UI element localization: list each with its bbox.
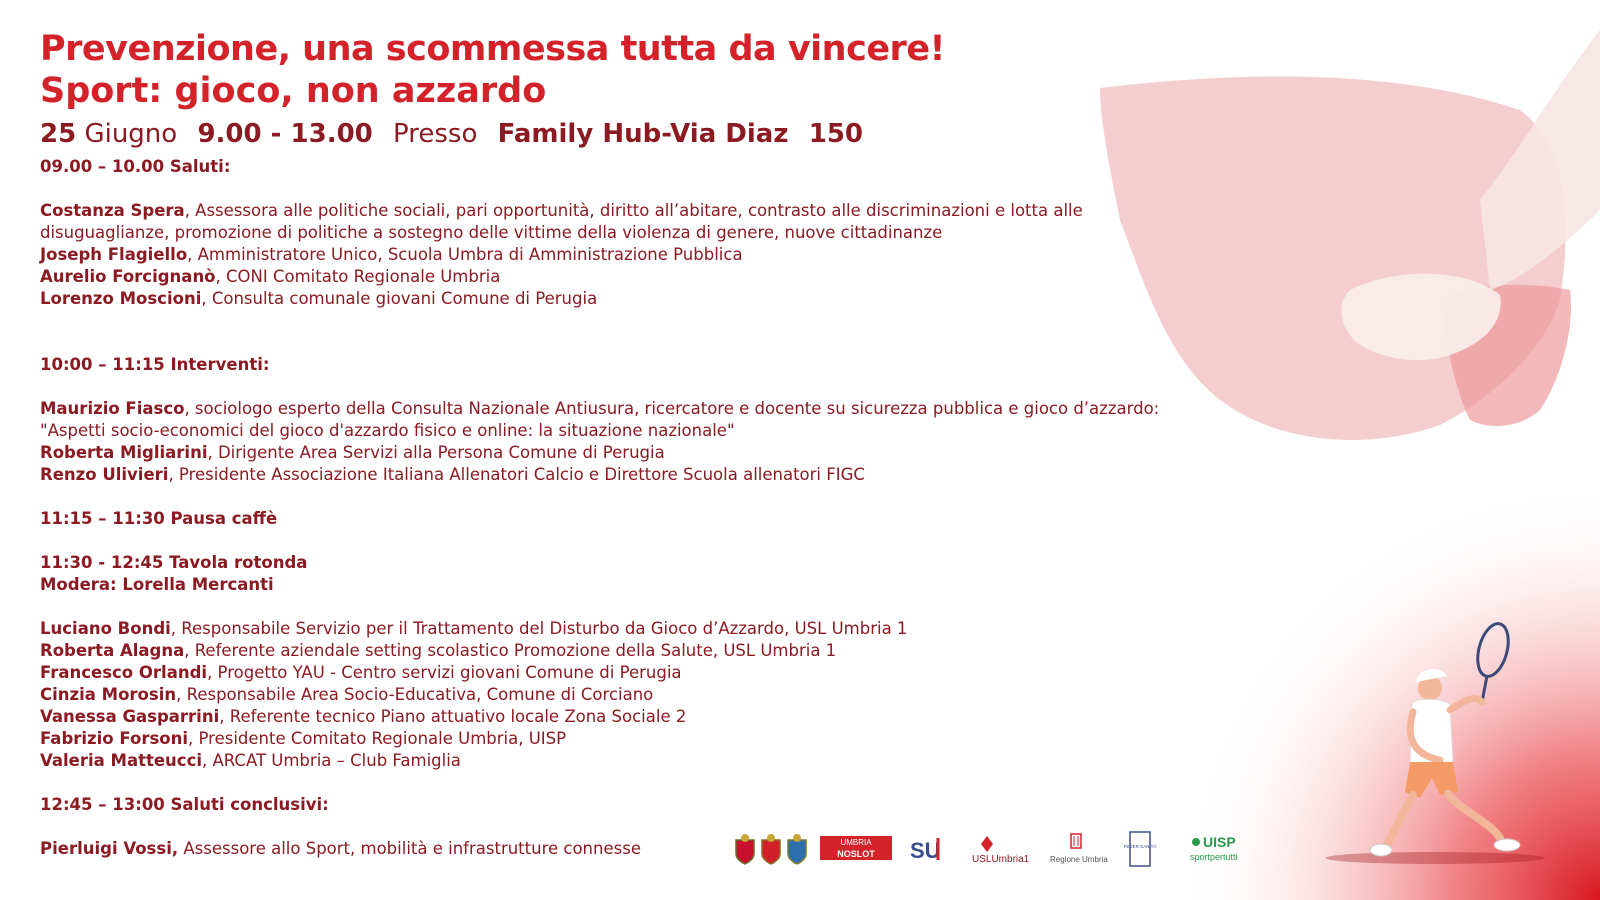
slot-tavola-rotonda: 11:30 - 12:45 Tavola rotonda — [40, 552, 308, 572]
speaker-role: , ARCAT Umbria – Club Famiglia — [202, 750, 461, 770]
speaker-name: Renzo Ulivieri — [40, 464, 169, 484]
uisp-sub-text: sportpertutti — [1190, 852, 1238, 862]
speaker — [40, 244, 1200, 266]
speaker — [40, 398, 1200, 442]
usl-logo — [972, 836, 1030, 865]
speaker-name: Maurizio Fiasco — [40, 398, 185, 418]
event-number: 150 — [808, 119, 864, 149]
uisp-logo — [1190, 834, 1238, 862]
moderator: Modera: Lorella Mercanti — [40, 574, 274, 594]
speaker — [40, 442, 1200, 464]
speaker-name: Cinzia Morosin — [40, 684, 177, 704]
speaker-name: Joseph Flagiello — [40, 244, 188, 264]
regione-text: Regione Umbria — [1050, 855, 1108, 864]
partner-logos — [734, 830, 1274, 876]
noslot-top-text: UMBRIA — [840, 838, 872, 847]
event-month: Giugno — [84, 119, 178, 149]
speaker — [40, 662, 1200, 684]
slot-saluti-conclusivi: 12:45 – 13:00 Saluti conclusivi: — [40, 794, 329, 814]
slot-pausa: 11:15 – 11:30 Pausa caffè — [40, 508, 278, 528]
speaker — [40, 640, 1200, 662]
speaker-name: Valeria Matteucci — [40, 750, 203, 770]
speaker-role: , Referente aziendale setting scolastico Promozione della Salute, USL Umbria 1 — [184, 640, 837, 660]
uisp-text: UISP — [1203, 834, 1236, 850]
usl-text: USLUmbria1 — [972, 854, 1030, 865]
event-venue: Family Hub-Via Diaz — [497, 119, 789, 149]
event-dateline — [40, 118, 1200, 152]
event-day: 25 — [40, 119, 77, 149]
event-time: 9.00 - 13.00 — [197, 119, 373, 149]
regione-umbria-logo — [1050, 834, 1108, 864]
su-text: SU — [910, 838, 941, 863]
speaker — [40, 200, 1200, 244]
speaker-name: Lorenzo Moscioni — [40, 288, 202, 308]
speaker-role: , Assessora alle politiche sociali, pari opportunità, diritto all’abitare, contrasto alle discriminazioni e lotta alle disuguaglianze, promozione di politiche a sostegno delle vittime della violenza di genere, nuove cittadinanze — [40, 200, 1083, 242]
speaker-role: , Progetto YAU - Centro servizi giovani Comune di Perugia — [207, 662, 682, 682]
coat-of-arms-icon — [762, 834, 780, 864]
speaker — [40, 618, 1200, 640]
speaker-name: Pierluigi Vossi, — [40, 838, 179, 858]
speaker-role: , Presidente Comitato Regionale Umbria, UISP — [188, 728, 567, 748]
speaker-name: Roberta Alagna — [40, 640, 185, 660]
speaker-role: , Consulta comunale giovani Comune di Perugia — [201, 288, 598, 308]
coat-of-arms-icon — [736, 834, 754, 864]
speaker-role: , Amministratore Unico, Scuola Umbra di Amministrazione Pubblica — [187, 244, 743, 264]
speaker-role: , Presidente Associazione Italiana Allenatori Calcio e Direttore Scuola allenatori FIGC — [168, 464, 865, 484]
speaker — [40, 706, 1200, 728]
speaker — [40, 266, 1200, 288]
speaker-role: , Dirigente Area Servizi alla Persona Comune di Perugia — [207, 442, 665, 462]
speaker — [40, 728, 1200, 750]
schedule — [40, 156, 1200, 860]
speaker-name: Luciano Bondi — [40, 618, 171, 638]
slot-interventi: 10:00 – 11:15 Interventi: — [40, 354, 270, 374]
speaker-role: , CONI Comitato Regionale Umbria — [215, 266, 501, 286]
speaker — [40, 288, 1200, 310]
program-content — [40, 28, 1200, 860]
federsanita-logo — [1124, 832, 1157, 866]
speaker-name: Fabrizio Forsoni — [40, 728, 189, 748]
umbria-noslot-logo — [820, 836, 892, 860]
speaker-role: , Referente tecnico Piano attuativo locale Zona Sociale 2 — [219, 706, 687, 726]
coat-of-arms-icon — [788, 834, 806, 864]
speaker-name: Vanessa Gasparrini — [40, 706, 220, 726]
speaker-role: , Responsabile Servizio per il Trattamento del Disturbo da Gioco d’Azzardo, USL Umbria 1 — [170, 618, 908, 638]
slot-saluti: 09.00 – 10.00 Saluti: — [40, 156, 231, 176]
speaker — [40, 464, 1200, 486]
speaker-role: Assessore allo Sport, mobilità e infrastrutture connesse — [178, 838, 641, 858]
speaker-role: , sociologo esperto della Consulta Nazionale Antiusura, ricercatore e docente su sicurezza pubblica e gioco d’azzardo: "Aspetti socio-economici del gioco d'azzardo fisico e online: la situazione nazionale" — [40, 398, 1160, 440]
noslot-bottom-text: NOSLOT — [837, 849, 875, 859]
federsanita-text: FEDER SANITÀ — [1123, 844, 1157, 849]
speaker-name: Roberta Migliarini — [40, 442, 208, 462]
speaker-role: , Responsabile Area Socio-Educativa, Comune di Corciano — [176, 684, 654, 704]
speaker — [40, 750, 1200, 772]
speaker-name: Francesco Orlandi — [40, 662, 208, 682]
su-logo — [910, 838, 941, 863]
page-title: Prevenzione, una scommessa tutta da vincere! — [40, 29, 946, 69]
speaker — [40, 684, 1200, 706]
speaker-name: Costanza Spera — [40, 200, 185, 220]
event-presso: Presso — [393, 119, 478, 149]
speaker-name: Aurelio Forcignanò — [40, 266, 216, 286]
page-subtitle: Sport: gioco, non azzardo — [40, 71, 547, 111]
